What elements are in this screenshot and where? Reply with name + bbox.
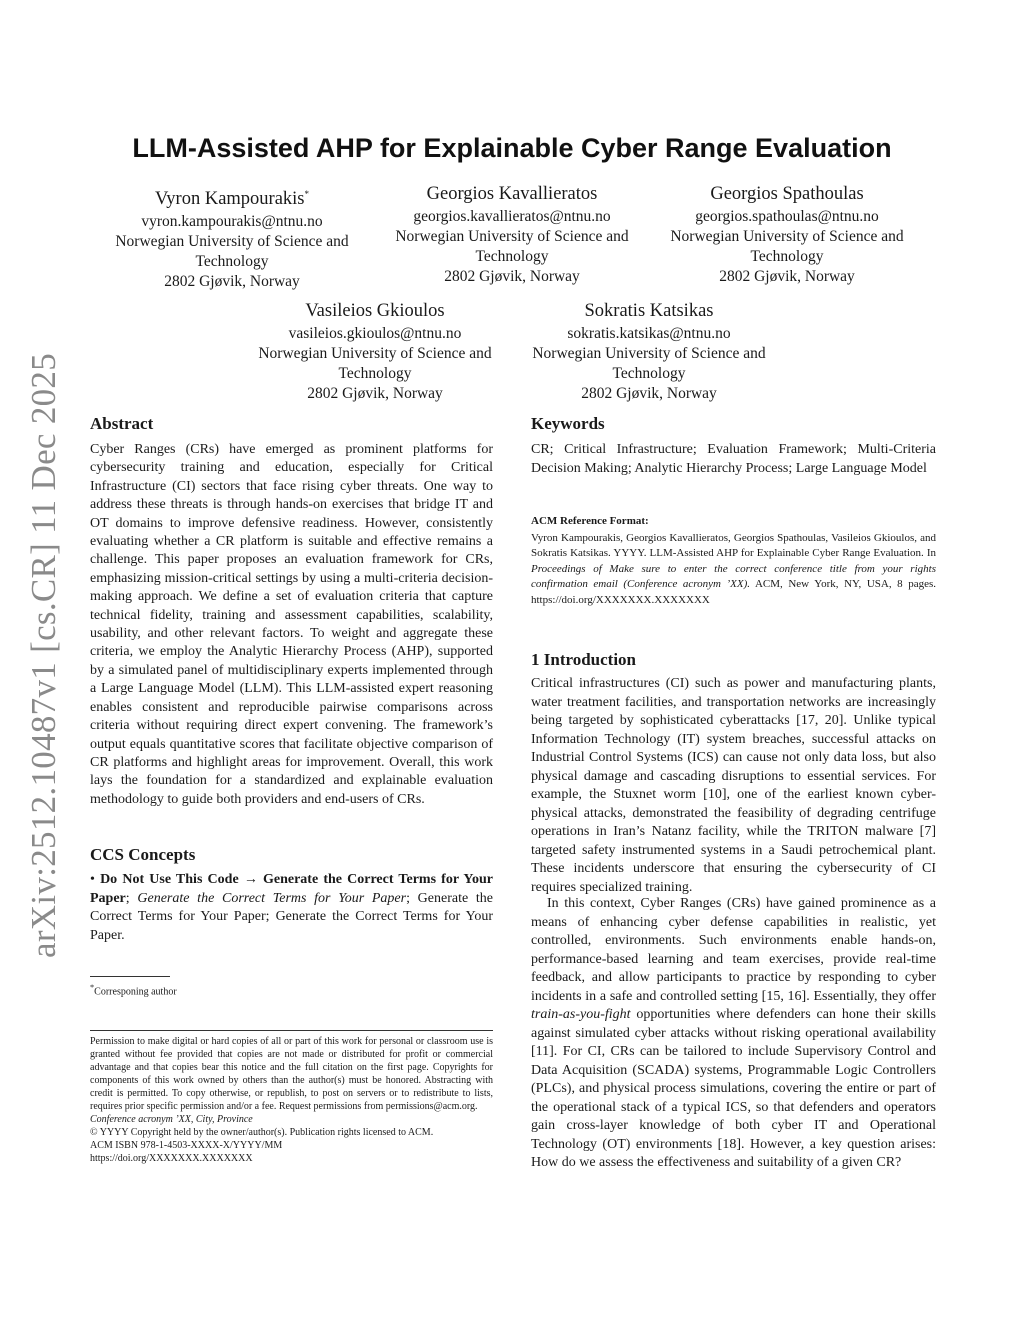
- author-affiliation-line2: Technology: [338, 365, 412, 382]
- acm-reference-text: Vyron Kampourakis, Georgios Kavallieratos, Georgios Spathoulas, Vasileios Gkioulos, and Sokratis Katsikas. YYYY. LLM-Assisted AHP for Explainable Cyber Range Evaluation. In Proceedings of Make sure to enter the correct conference title from your rights confirmation email (Conference acronym ’XX). ACM, New York, NY, USA, 8 pages. https://doi.org/XXXXXXX.XXXXXXX: [531, 531, 937, 606]
- author-affiliation: Norwegian University of Science and: [532, 345, 766, 362]
- author-affiliation-line2: Technology: [475, 248, 549, 265]
- author-affiliation-line2: Technology: [750, 248, 824, 265]
- ccs-concept-rest: ; Generate the Correct Terms for Your Paper; Generate the Correct Terms for Your Paper.: [90, 890, 494, 943]
- acm-reference: [531, 514, 936, 608]
- abstract-heading: Abstract: [90, 414, 154, 433]
- author-name: Vasileios Gkioulos: [305, 301, 445, 321]
- author-name: Vyron Kampourakis*: [154, 189, 310, 210]
- introduction-paragraph-1: Critical infrastructures (CI) such as power and manufacturing plants, water treatment facilities, and transportation networks are increasingly being targeted by sophisticated cyberattacks [17, 20]. Unlike typical Information Technology (IT) system breaches, successful attacks on Industrial Control Systems (ICS) can cause not only data loss, but also physical damage and cascading disruptions to essential services. For example, the Stuxnet worm [10], one of the earliest known cyber-physical attacks, demonstrated the feasibility of degrading centrifuge operations in Iran’s Natanz facility, while the TRITON malware [7] targeted safety instrumented systems in a Saudi petrochemical plant. These incidents underscore that ensuring the cybersecurity of CI requires specialized training.: [531, 676, 936, 895]
- corresponding-mark: *: [304, 189, 310, 199]
- author-block: [652, 182, 922, 287]
- arxiv-identifier: arXiv:2512.10487v1 [cs.CR] 11 Dec 2025: [24, 352, 63, 958]
- keywords-heading: Keywords: [531, 414, 605, 433]
- author-name: Sokratis Katsikas: [584, 301, 714, 321]
- introduction-heading: 1 Introduction: [531, 650, 637, 669]
- author-email: georgios.spathoulas@ntnu.no: [695, 208, 879, 225]
- author-affiliation: Norwegian University of Science and: [670, 228, 904, 245]
- author-location: 2802 Gjøvik, Norway: [164, 273, 300, 291]
- author-location: 2802 Gjøvik, Norway: [307, 385, 443, 402]
- keywords-text: CR; Critical Infrastructure; Evaluation Framework; Multi-Criteria Decision Making; Analytic Hierarchy Process; Large Language Model: [531, 442, 936, 476]
- author-location: 2802 Gjøvik, Norway: [581, 385, 717, 402]
- author-name: Georgios Kavallieratos: [426, 184, 598, 204]
- author-block: [377, 182, 647, 287]
- permission-text: Permission to make digital or hard copies of all or part of this work for personal or classroom use is granted without fee provided that copies are not made or distributed for profit or commercial advantage and that copies bear this notice and the full citation on the first page. Copyrights for components of this work owned by others than the author(s) must be honored. Abstracting with credit is permitted. To copy otherwise, or republish, to post on servers or to redistribute to lists, requires prior specific permission and/or a fee. Request permissions from permissions@acm.org.: [90, 1036, 493, 1112]
- author-block: [514, 299, 784, 404]
- permission-rule: [90, 1030, 493, 1031]
- ccs-concept-italic: Generate the Correct Terms for Your Paper: [137, 890, 407, 906]
- introduction-paragraph-2: In this context, Cyber Ranges (CRs) have gained prominence as a means of enhancing cyber defense capabilities in realistic, yet controlled, environments. Such environments enable hands-on, performance-based learning and team exercises, provide real-time feedback, and allow participants to practice by responding to cyber incidents in a safe and controlled setting [15, 16]. Essentially, they offer train-as-you-fight opportunities where defenders can hone their skills against simulated cyber attacks without risking operational availability [11]. For CI, CRs can be tailored to include Supervisory Control and Data Acquisition (SCADA) systems, Programmable Logic Controllers (PLCs), and physical process simulations, covering the entire or part of the operational stack of a typical ICS, so that defenders and operators gain cross-layer knowledge of both cyber IT and Operational Technology (OT) environments [18]. However, a key question arises: How do we assess the effectiveness and suitability of a given CR?: [531, 896, 936, 1170]
- acm-reference-heading: ACM Reference Format:: [531, 515, 649, 527]
- footnote: *Corresponing author: [90, 983, 177, 998]
- author-affiliation-line2: Technology: [612, 365, 686, 382]
- author-affiliation-line2: Technology: [195, 253, 269, 271]
- author-email: sokratis.katsikas@ntnu.no: [567, 325, 731, 342]
- author-location: 2802 Gjøvik, Norway: [444, 268, 580, 285]
- conference-line: Conference acronym ’XX, City, Province: [90, 1114, 253, 1125]
- ccs-text: • Do Not Use This Code → Generate the Correct Terms for Your Paper; Generate the Correct Terms for Your Paper; Generate the Correct Terms for Your Paper; Generate the Correct Terms for Your Paper.: [90, 872, 494, 943]
- author-email: vyron.kampourakis@ntnu.no: [141, 213, 323, 231]
- author-email: georgios.kavallieratos@ntnu.no: [413, 208, 611, 225]
- author-location: 2802 Gjøvik, Norway: [719, 268, 855, 285]
- author-block: [97, 182, 367, 292]
- permission-block: [90, 1035, 493, 1165]
- author-block: [240, 299, 510, 404]
- ccs-bullet: •: [90, 872, 95, 887]
- doi-link[interactable]: https://doi.org/XXXXXXX.XXXXXXX: [90, 1153, 253, 1164]
- author-name: Georgios Spathoulas: [710, 184, 864, 204]
- author-affiliation: Norwegian University of Science and: [395, 228, 629, 245]
- copyright-line: © YYYY Copyright held by the owner/author(s). Publication rights licensed to ACM.: [90, 1127, 434, 1138]
- abstract-text: Cyber Ranges (CRs) have emerged as prominent platforms for cybersecurity training and education, especially for Critical Infrastructure (CI) sectors that face rising cyber threats. One way to address these threats is through hands-on exercises that bridge IT and OT domains to improve defensive readiness. However, consistently evaluating whether a CR platform is suitable and effective remains a challenge. This paper proposes an evaluation framework for CRs, emphasizing mission-critical settings by using a multi-criteria decision-making approach. We define a set of evaluation criteria that capture technical fidelity, training and assessment capabilities, scalability, usability, and other relevant factors. To weight and aggregate these criteria, we employ the Analytic Hierarchy Process (AHP), supported by a simulated panel of multidisciplinary experts implemented through a Large Language Model (LLM). This LLM-assisted expert reasoning enables consistent and reproducible pairwise comparisons across criteria without requiring direct expert convening. The framework’s output equals quantitative scores that facilitate objective comparison of CR platforms and highlight areas for improvement. Overall, this work lays the foundation for a standardized and explainable evaluation methodology to guide both providers and end-users of CRs.: [90, 442, 493, 807]
- author-email: vasileios.gkioulos@ntnu.no: [288, 325, 462, 342]
- ccs-concept-bold: Do Not Use This Code → Generate the Correct Terms for Your Paper: [90, 872, 493, 906]
- ccs-heading: CCS Concepts: [90, 845, 196, 864]
- emphasis-term: train-as-you-fight: [531, 1007, 631, 1022]
- paper-title: LLM-Assisted AHP for Explainable Cyber Range Evaluation: [132, 133, 892, 163]
- isbn-line: ACM ISBN 978-1-4503-XXXX-X/YYYY/MM: [90, 1140, 283, 1151]
- author-affiliation: Norwegian University of Science and: [115, 233, 349, 251]
- footnote-rule: [90, 976, 170, 977]
- author-affiliation: Norwegian University of Science and: [258, 345, 492, 362]
